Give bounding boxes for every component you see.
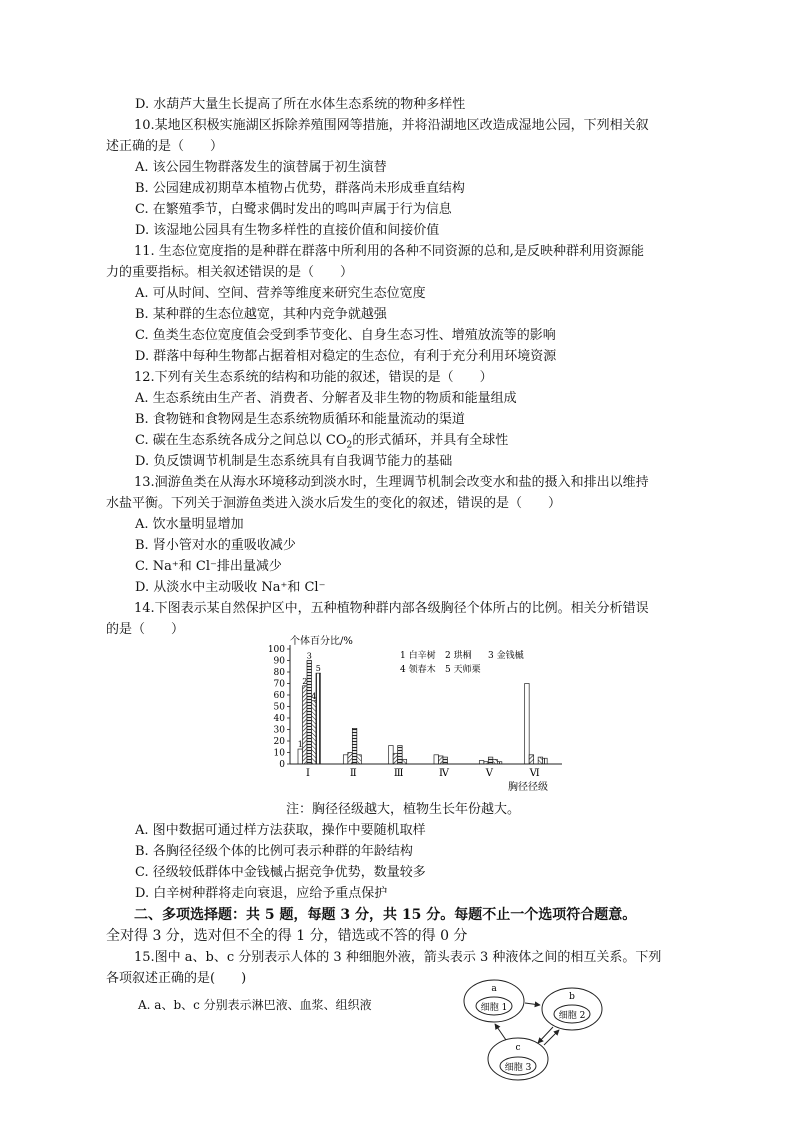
q14-option-c: C. 径级较低群体中金钱槭占据竞争优势，数量较多 bbox=[135, 865, 426, 880]
bar-4-class-6 bbox=[538, 757, 543, 764]
bar-1-class-2 bbox=[343, 755, 348, 764]
q11-option-b: B. 某种群的生态位越宽，其种内竞争就越强 bbox=[135, 307, 387, 322]
bar-3-class-2 bbox=[352, 728, 357, 764]
node-b bbox=[542, 988, 602, 1030]
bar-5-class-1 bbox=[316, 673, 321, 764]
y-axis bbox=[268, 645, 290, 770]
bar-2-class-4 bbox=[439, 756, 444, 764]
section-2-heading-2: 全对得 3 分，选对但不全的得 1 分，错选或不答的得 0 分 bbox=[106, 928, 468, 944]
section-2-heading-1: 二、多项选择题：共 5 题，每题 3 分，共 15 分。每题不止一个选项符合题意。 bbox=[134, 907, 637, 923]
bar-3-class-4 bbox=[443, 757, 448, 764]
bar-1-class-1 bbox=[298, 749, 303, 764]
q14-option-b: B. 各胸径径级个体的比例可表示种群的年龄结构 bbox=[135, 844, 413, 859]
bar-1-class-5 bbox=[479, 761, 484, 764]
q10-stem-2: 述正确的是（ ） bbox=[106, 139, 224, 154]
q13-option-a: A. 饮水量明显增加 bbox=[135, 517, 244, 532]
q12-option-a: A. 生态系统由生产者、消费者、分解者及非生物的物质和能量组成 bbox=[135, 391, 517, 406]
q9-option-d: D. 水葫芦大量生长提高了所在水体生态系统的物种多样性 bbox=[135, 97, 466, 112]
q14-option-a: A. 图中数据可通过样方法获取，操作中要随机取样 bbox=[135, 823, 426, 838]
bar-1-class-3 bbox=[389, 746, 394, 764]
y-tick-label: 10 bbox=[273, 748, 285, 759]
arrow-c-to-b bbox=[544, 1030, 559, 1045]
legend-item: 4 领春木 bbox=[400, 665, 436, 675]
chart-legend bbox=[400, 649, 524, 675]
y-tick-label: 30 bbox=[273, 725, 285, 736]
q11-option-c: C. 鱼类生态位宽度值会受到季节变化、自身生态习性、增殖放流等的影响 bbox=[135, 328, 556, 343]
y-tick-label: 20 bbox=[273, 737, 285, 747]
q13-option-c: C. Na⁺和 Cl⁻排出量减少 bbox=[135, 559, 282, 574]
arrow-a-to-b bbox=[525, 1003, 540, 1005]
bar-2-class-3 bbox=[393, 754, 398, 764]
q12-option-d: D. 负反馈调节机制是生态系统具有自我调节能力的基础 bbox=[135, 454, 453, 469]
arrow-c-to-a bbox=[495, 1024, 506, 1040]
q13-option-d: D. 从淡水中主动吸收 Na⁺和 Cl⁻ bbox=[135, 580, 326, 595]
q10-option-d: D. 该湿地公园具有生物多样性的直接价值和间接价值 bbox=[135, 223, 440, 238]
bar-3-class-1 bbox=[307, 661, 312, 765]
q13-stem-2: 水盐平衡。下列关于洄游鱼类进入淡水后发生的变化的叙述，错误的是（ ） bbox=[106, 496, 562, 511]
legend-item: 1 白辛树 bbox=[400, 651, 436, 661]
bar-2-class-2 bbox=[348, 753, 353, 765]
bar-2-class-1 bbox=[303, 686, 308, 764]
arrow-b-to-c bbox=[538, 1027, 553, 1043]
node-b-cell: 细胞 2 bbox=[558, 1011, 586, 1021]
bar-number-label: 3 bbox=[306, 651, 312, 661]
y-tick-label: 80 bbox=[273, 668, 285, 678]
bar-4-class-2 bbox=[357, 755, 362, 764]
x-tick-label: Ⅳ bbox=[439, 768, 449, 779]
extracellular-fluid-diagram bbox=[460, 975, 620, 1087]
bar-4-class-3 bbox=[402, 759, 407, 764]
q11-stem-1: 11. 生态位宽度指的是种群在群落中所利用的各种不同资源的总和,是反映种群利用资源能 bbox=[134, 244, 644, 259]
q12-option-c: C. 碳在生态系统各成分之间总以 $CO_2$的形式循环，并具有全球性 bbox=[135, 433, 509, 451]
x-axis bbox=[290, 764, 562, 779]
node-a-letter: a bbox=[491, 984, 497, 994]
bar-3-class-5 bbox=[488, 757, 493, 764]
chart-note: 注：胸径径级越大，植物生长年份越大。 bbox=[286, 802, 521, 817]
bar-5-class-6 bbox=[543, 758, 548, 764]
q11-option-d: D. 群落中每种生物都占据着相对稳定的生态位，有利于充分利用环境资源 bbox=[135, 349, 557, 364]
y-tick-label: 40 bbox=[273, 714, 285, 724]
y-tick-label: 60 bbox=[273, 691, 285, 701]
x-tick-label: Ⅲ bbox=[393, 768, 404, 779]
bar-3-class-3 bbox=[398, 746, 403, 764]
bar-number-label: 5 bbox=[315, 664, 321, 674]
node-c bbox=[488, 1038, 548, 1080]
legend-item: 3 金钱槭 bbox=[488, 651, 524, 661]
x-tick-label: Ⅱ bbox=[349, 768, 357, 779]
bar-number-label: 4 bbox=[311, 691, 317, 701]
q14-option-d: D. 白辛树种群将走向衰退，应给予重点保护 bbox=[135, 886, 388, 901]
node-c-cell: 细胞 3 bbox=[504, 1063, 532, 1073]
q10-option-a: A. 该公园生物群落发生的演替属于初生演替 bbox=[135, 160, 387, 175]
node-a-cell: 细胞 1 bbox=[480, 1003, 508, 1013]
y-tick-label: 0 bbox=[279, 760, 285, 770]
bar-number-label: 2 bbox=[302, 676, 308, 686]
node-a bbox=[464, 980, 524, 1022]
bar-2-class-6 bbox=[529, 755, 534, 764]
bar-1-class-4 bbox=[434, 755, 439, 764]
q14-stem-2: 的是（ ） bbox=[106, 622, 185, 637]
q15-stem-1: 15.图中 a、b、c 分别表示人体的 3 种细胞外液，箭头表示 3 种液体之间的相互关系。下列 bbox=[134, 950, 662, 965]
q15-stem-2: 各项叙述正确的是( ) bbox=[106, 971, 247, 986]
diameter-class-bar-chart bbox=[267, 632, 570, 797]
q12-stem: 12.下列有关生态系统的结构和功能的叙述，错误的是（ ） bbox=[134, 370, 493, 385]
y-tick-label: 70 bbox=[273, 679, 285, 690]
x-tick-label: Ⅴ bbox=[485, 768, 493, 779]
q10-option-c: C. 在繁殖季节，白鹭求偶时发出的鸣叫声属于行为信息 bbox=[135, 202, 452, 217]
q12-option-b: B. 食物链和食物网是生态系统物质循环和能量流动的渠道 bbox=[135, 412, 465, 427]
bar-4-class-5 bbox=[493, 759, 498, 764]
q11-stem-2: 力的重要指标。相关叙述错误的是（ ） bbox=[106, 265, 354, 280]
x-tick-label: Ⅵ bbox=[529, 768, 540, 779]
q10-option-b: B. 公园建成初期草本植物占优势，群落尚未形成垂直结构 bbox=[135, 181, 465, 196]
chart-x-label: 胸径径级 bbox=[508, 782, 548, 793]
x-tick-label: Ⅰ bbox=[306, 768, 310, 779]
legend-item: 2 珙桐 bbox=[445, 651, 472, 661]
y-tick-label: 50 bbox=[273, 702, 285, 713]
legend-item: 5 天师栗 bbox=[445, 665, 481, 675]
q15-option-a: A. a、b、c 分别表示淋巴液、血浆、组织液 bbox=[138, 998, 372, 1012]
q13-stem-1: 13.洄游鱼类在从海水环境移动到淡水时，生理调节机制会改变水和盐的摄入和排出以维持 bbox=[134, 475, 649, 490]
chart-y-label: 个体百分比/% bbox=[290, 636, 353, 647]
bar-1-class-6 bbox=[525, 684, 530, 765]
q13-option-b: B. 肾小管对水的重吸收减少 bbox=[135, 538, 296, 553]
bar-4-class-1 bbox=[312, 701, 317, 764]
y-tick-label: 90 bbox=[273, 656, 285, 667]
node-c-letter: c bbox=[515, 1043, 521, 1053]
q10-stem-1: 10.某地区积极实施湖区拆除养殖围网等措施，并将沿湖地区改造成湿地公园，下列相关叙 bbox=[134, 118, 649, 133]
q11-option-a: A. 可从时间、空间、营养等维度来研究生态位宽度 bbox=[135, 286, 426, 301]
y-tick-label: 100 bbox=[267, 645, 285, 655]
q14-stem-1: 14.下图表示某自然保护区中，五种植物种群内部各级胸径个体所占的比例。相关分析错误 bbox=[134, 601, 649, 616]
bar-number-label: 1 bbox=[297, 740, 303, 750]
node-b-letter: b bbox=[569, 992, 575, 1002]
